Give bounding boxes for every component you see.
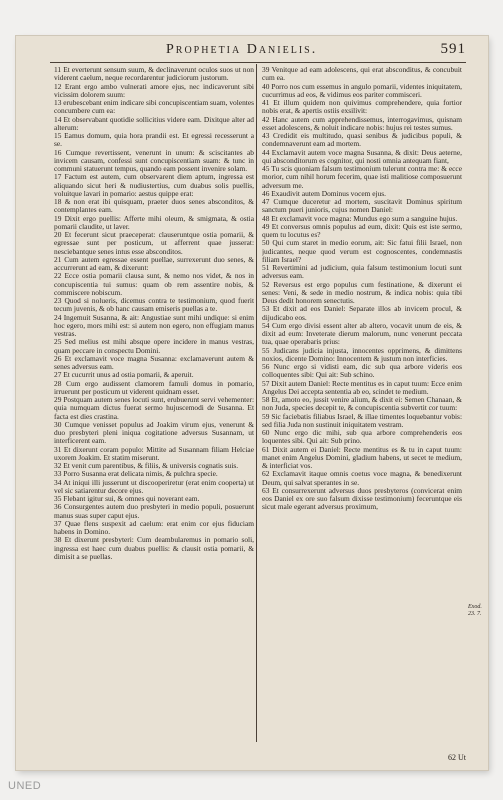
left-column [54,66,254,561]
verse-paragraph: 26 Et exclamavit voce magna Susanna: exclamaverunt autem & senes adversus eam. [54,353,254,371]
verse-paragraph: 33 Porro Susanna erat delicata nimis, & pulchra specie. [54,469,218,479]
verse-paragraph: 34 At iniqui illi jusserunt ut discooperiretur (erat enim cooperta) ut vel sic satiarentur decore ejus. [54,477,254,495]
verse-paragraph: 50 Qui cum staret in medio eorum, ait: Sic fatui filii Israel, non judicantes, neque quod verum est cognoscentes, condemnastis filiam Israel? [262,238,462,264]
verse-paragraph: 35 Flebant igitur sui, & omnes qui noverant eam. [54,494,200,503]
verse-paragraph: 38 Et dixerunt presbyteri: Cum deambularemus in pomario soli, ingressa est haec cum duabus puellis: & clausit ostia pomarii, & dimisit a se puellas. [54,535,254,561]
verse-paragraph: 53 Et dixit ad eos Daniel: Separate illos ab invicem procul, & dijudicabo eos. [262,304,462,322]
verse-paragraph: 54 Cum ergo divisi essent alter ab altero, vocavit unum de eis, & dixit ad eum: Inveterate dierum malorum, nunc venerunt peccata tua, quae operabaris prius: [262,320,462,347]
verse-paragraph: 55 Judicans judicia injusta, innocentes opprimens, & dimittens noxios, dicente Domino: Innocentem & justum non interficies. [262,345,462,363]
verse-paragraph: 24 Ingemuit Susanna, & ait: Angustiae sunt mihi undique: si enim hoc egero, mors mihi est: si autem non egero, non effugiam manus vestras. [54,312,254,338]
verse-paragraph: 44 Exclamavit autem voce magna Susanna, & dixit: Deus aeterne, qui absconditorum es cognitor, qui nosti omnia antequam fiant, [262,147,462,165]
verse-paragraph: 57 Dixit autem Daniel: Recte mentitus es in caput tuum: Ecce enim Angelus Dei accepta sententia ab eo, scindet te medium. [262,378,462,396]
verse-paragraph: 11 Et everterunt sensum suum, & declinaverunt oculos suos ut non viderent caelum, neque recordarentur judiciorum justorum. [54,66,254,83]
verse-paragraph: 46 Exaudivit autem Dominus vocem ejus. [262,188,386,198]
verse-paragraph: 51 Revertimini ad judicium, quia falsum testimonium locuti sunt adversus eam. [262,263,462,281]
verse-paragraph: 17 Factum est autem, cum observarent diem aptum, ingressa est aliquando sicut heri & nudiustertius, cum duabus solis puellis, voluitque lavari in pomario: aestus quippe erat: [54,172,254,198]
verse-paragraph: 56 Nunc ergo si vidisti eam, dic sub qua arbore videris eos colloquentes sibi: Qui ait: Sub schino. [262,362,462,380]
verse-paragraph: 28 Cum ergo audissent clamorem famuli domus in pomario, irruerunt per posticum ut viderent quidnam esset. [54,378,254,396]
catchword: 62 Ut [448,753,466,762]
watermark: UNED [8,780,42,792]
verse-paragraph: 40 Porro nos cum essemus in angulo pomarii, videntes iniquitatem, cucurrimus ad eos, & vidimus eos pariter commisceri. [262,81,462,99]
column-divider [256,64,257,742]
verse-paragraph: 52 Reversus est ergo populus cum festinatione, & dixerunt ei senes: Veni, & sede in medio nostrum, & indica nobis: quia tibi Deus dedit honorem senectutis. [262,279,462,305]
verse-paragraph: 27 Et cucurrit unus ad ostia pomarii, & aperuit. [54,370,194,380]
verse-paragraph: 61 Dixit autem ei Daniel: Recte mentitus es & tu in caput tuum: manet enim Angelus Domini, gladium habens, ut secet te medium, & interficiat vos. [262,444,462,470]
verse-paragraph: 15 Eamus domum, quia hora prandii est. Et egressi recesserunt a se. [54,131,254,149]
verse-paragraph: 30 Cumque venisset populus ad Joakim virum ejus, venerunt & duo presbyteri pleni iniqua cogitatione adversus Susannam, ut interficerent eam. [54,419,254,446]
page-number: 591 [440,41,466,57]
verse-paragraph: 12 Erant ergo ambo vulnerati amore ejus, nec indicaverunt sibi vicissim dolorem suum: [54,81,254,99]
verse-paragraph: 49 Et conversus omnis populus ad eum, dixit: Quis est iste sermo, quem tu locutus es? [262,221,462,239]
verse-paragraph: 59 Sic faciebatis filiabus Israel, & illae timentes loquebantur vobis: sed filia Juda non sustinuit iniquitatem vestram. [262,411,462,429]
verse-paragraph: 25 Sed melius est mihi absque opere incidere in manus vestras, quam peccare in conspectu Domini. [54,337,254,355]
verse-paragraph: 58 Et, amoto eo, jussit venire alium, & dixit ei: Semen Chanaan, & non Juda, species decepit te, & concupiscentia subvertit cor tuum: [262,395,462,413]
margin-reference: Exod. 23. 7. [468,604,482,617]
verse-paragraph: 45 Tu scis quoniam falsum testimonium tulerunt contra me: & ecce morior, cum nihil horum fecerim, quae isti malitiose composuerunt adversum me. [262,164,462,190]
verse-paragraph: 20 Et fecerunt sicut praeceperat: clauseruntque ostia pomarii, & egressae sunt per posticum, ut afferrent quae jusserat: nesciebantque senes intus esse absconditos. [54,230,254,256]
verse-paragraph: 43 Credidit eis multitudo, quasi senibus & judicibus populi, & condemnaverunt eam ad mortem. [262,131,462,149]
verse-paragraph: 21 Cum autem egressae essent puellae, surrexerunt duo senes, & accurrerunt ad eam, & dixerunt: [54,254,254,272]
verse-paragraph: 18 & non erat ibi quisquam, praeter duos senes absconditos, & contemplantes eam. [54,197,254,215]
verse-paragraph: 32 Et venit cum parentibus, & filiis, & universis cognatis suis. [54,461,239,470]
verse-paragraph: 60 Nunc ergo dic mihi, sub qua arbore comprehenderis eos loquentes sibi. Qui ait: Sub prino. [262,428,462,446]
right-column [262,66,462,512]
verse-paragraph: 42 Hanc autem cum apprehendissemus, interrogavimus, quisnam esset adolescens, & noluit indicare nobis: hujus rei testes sumus. [262,114,462,132]
verse-paragraph: 19 Dixit ergo puellis: Afferte mihi oleum, & smigmata, & ostia pomarii claudite, ut laver. [54,213,254,231]
verse-paragraph: 41 Et illum quidem non quivimus comprehendere, quia fortior nobis erat, & apertis ostiis exsilivit: [262,98,462,116]
verse-paragraph: 48 Et exclamavit voce magna: Mundus ego sum a sanguine hujus. [262,213,458,223]
verse-paragraph: 13 erubescebant enim indicare sibi concupiscentiam suam, volentes concumbere cum ea: [54,98,254,116]
verse-paragraph: 29 Postquam autem senes locuti sunt, erubuerunt servi vehementer: quia numquam dictus fuerat sermo hujuscemodi de Susanna. Et facta est dies crastina. [54,395,254,421]
running-title: Prophetia Danielis. [166,42,318,57]
verse-paragraph: 16 Cumque revertissent, venerunt in unum: & sciscitantes ab invicem causam, confessi sunt concupiscentiam suam: & tunc in communi statuerunt tempus, quando eam possent invenire solam. [54,147,254,173]
verse-paragraph: 37 Quae flens suspexit ad caelum: erat enim cor ejus fiduciam habens in Domino. [54,518,254,536]
verse-paragraph: 63 Et consurrexerunt adversus duos presbyteros (convicerat enim eos Daniel ex ore suo falsum dixisse testimonium) feceruntque eis sicut male egerant adversus proximum, [262,485,462,512]
verse-paragraph: 47 Cumque duceretur ad mortem, suscitavit Dominus spiritum sanctum pueri junioris, cujus nomen Daniel: [262,197,462,215]
book-page [16,36,488,770]
verse-paragraph: 22 Ecce ostia pomarii clausa sunt, & nemo nos videt, & nos in concupiscentia tui sumus: quam ob rem assentire nobis, & commiscere nobiscum. [54,271,254,297]
header-rule [50,62,466,63]
verse-paragraph: 39 Venitque ad eam adolescens, qui erat absconditus, & concubuit cum ea. [262,66,462,83]
verse-paragraph: 31 Et dixerunt coram populo: Mittite ad Susannam filiam Helciae uxorem Joakim. Et statim miserunt. [54,444,254,462]
running-header [16,42,488,58]
verse-paragraph: 23 Quod si nolueris, dicemus contra te testimonium, quod fuerit tecum juvenis, & ob hanc causam emiseris puellas a te. [54,296,254,314]
verse-paragraph: 14 Et observabant quotidie sollicitius videre eam. Dixitque alter ad alterum: [54,114,254,132]
verse-paragraph: 62 Exclamavit itaque omnis coetus voce magna, & benedixerunt Deum, qui salvat sperantes in se. [262,469,462,487]
verse-paragraph: 36 Consurgentes autem duo presbyteri in medio populi, posuerunt manus suas super caput ejus. [54,502,254,520]
